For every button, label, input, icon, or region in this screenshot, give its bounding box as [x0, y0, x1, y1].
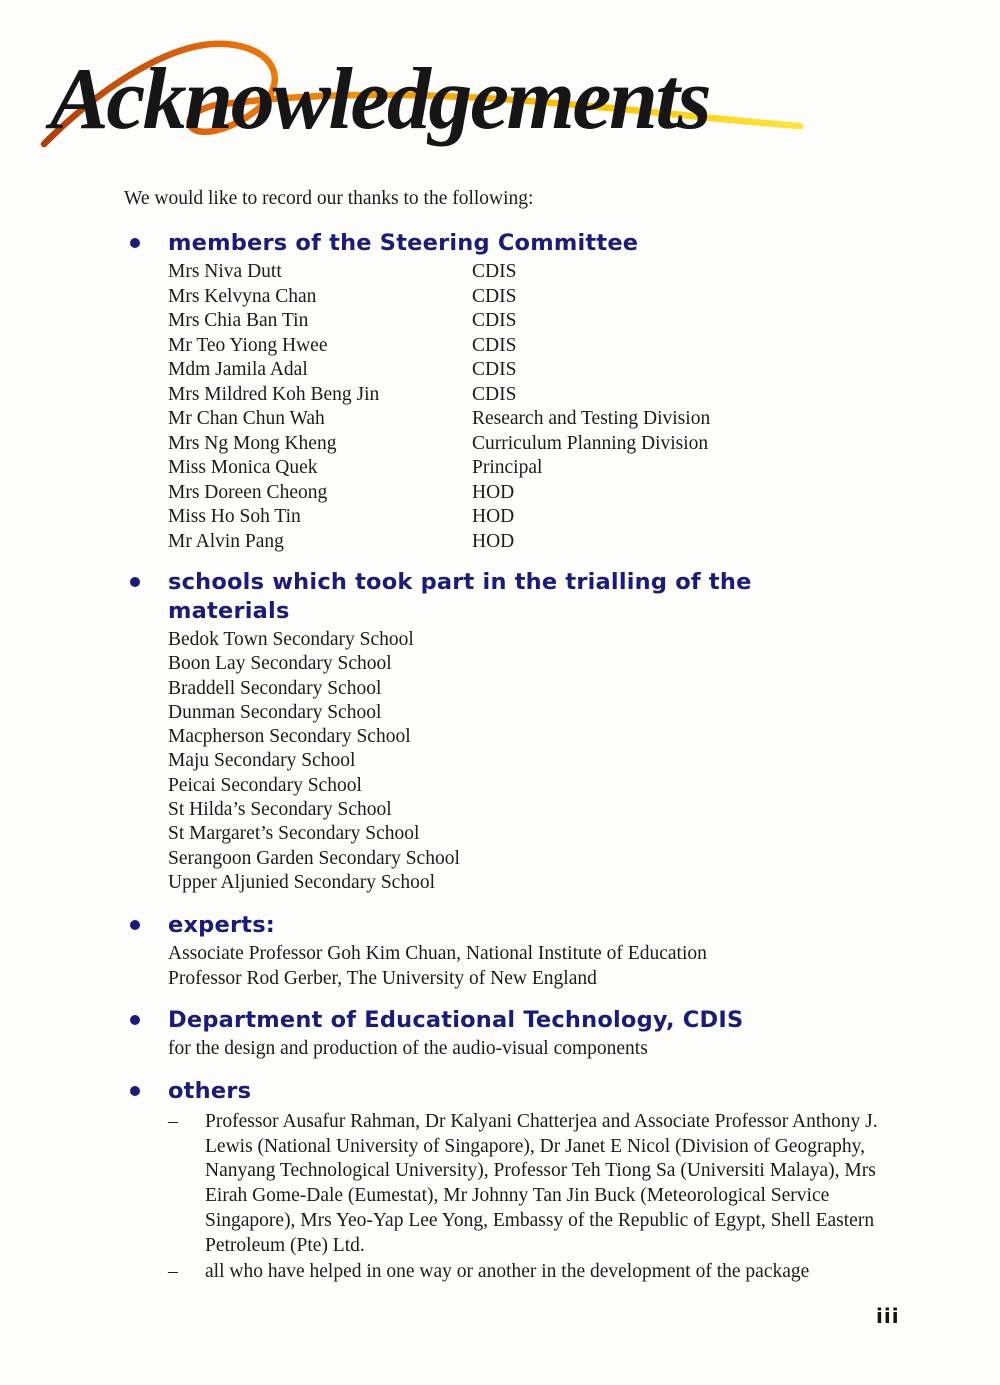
committee-row [168, 481, 710, 506]
committee-row [168, 505, 710, 530]
school-item: Dunman Secondary School [168, 701, 382, 723]
committee-row [168, 334, 710, 359]
expert-line: Professor Rod Gerber, The University of New England [168, 967, 597, 989]
member-org: Research and Testing Division [472, 408, 711, 429]
school-item: Macpherson Secondary School [168, 726, 411, 748]
member-name: Mrs Kelvyna Chan [168, 285, 317, 307]
committee-row [168, 407, 710, 432]
member-name: Mr Alvin Pang [168, 530, 284, 552]
dash-marker: – [168, 1111, 178, 1132]
member-name: Mrs Niva Dutt [168, 261, 282, 282]
page-number: iii [876, 1304, 900, 1328]
bullet-icon [130, 1015, 140, 1025]
member-name: Mdm Jamila Adal [168, 359, 308, 380]
committee-row [168, 530, 710, 555]
school-item: Bedok Town Secondary School [168, 629, 414, 650]
school-item: Serangoon Garden Secondary School [168, 847, 460, 869]
member-org: HOD [472, 481, 515, 503]
member-name: Mrs Mildred Koh Beng Jin [168, 383, 380, 405]
section-others [130, 1077, 905, 1285]
school-item: St Hilda’s Secondary School [168, 799, 392, 821]
bullet-icon [130, 238, 140, 248]
page-title: Acknowledgements [50, 51, 710, 148]
section-department [130, 1006, 743, 1062]
others-item-text: Professor Ausafur Rahman, Dr Kalyani Chatterjea and Associate Professor Anthony J. Lewis (National University of Singapore), Dr Janet E Nicol (Division of Geography, Nanyang Technological University), Professor Teh Tiong Sa (Universiti Malaya), Mrs Eirah Gome-Dale (Eumestat), Mr Johnny Tan Jin Buck (Meteorological Service Singapore), Mrs Yeo-Yap Lee Yong, Embassy of the Republic of Egypt, Shell Eastern Petroleum (Pte) Ltd. [205, 1111, 878, 1256]
dash-marker: – [168, 1261, 178, 1283]
committee-row [168, 456, 710, 481]
committee-row [168, 285, 710, 310]
others-item [168, 1110, 905, 1258]
member-name: Miss Ho Soh Tin [168, 506, 301, 527]
section-steering-committee [130, 229, 710, 554]
member-name: Miss Monica Quek [168, 457, 318, 478]
member-org: CDIS [472, 261, 517, 282]
section-heading: others [168, 1078, 252, 1104]
member-org: CDIS [472, 334, 517, 356]
section-heading: Department of Educational Technology, CDIS [168, 1007, 744, 1033]
section-schools [130, 568, 798, 895]
member-name: Mrs Doreen Cheong [168, 481, 328, 503]
member-name: Mr Teo Yiong Hwee [168, 334, 328, 356]
member-org: CDIS [472, 285, 517, 307]
member-org: Curriculum Planning Division [472, 432, 709, 454]
experts-list [168, 942, 707, 991]
school-item: Braddell Secondary School [168, 677, 382, 699]
member-org: CDIS [472, 383, 517, 405]
section-heading: schools which took part in the trialling of the materials [168, 569, 752, 624]
committee-row [168, 260, 710, 285]
section-heading: members of the Steering Committee [168, 230, 639, 256]
school-item: Maju Secondary School [168, 750, 356, 772]
expert-line: Associate Professor Goh Kim Chuan, National Institute of Education [168, 943, 707, 964]
committee-row [168, 309, 710, 334]
department-lines [168, 1037, 743, 1062]
school-item: St Margaret’s Secondary School [168, 823, 420, 845]
bullet-icon [130, 1086, 140, 1096]
member-org: Principal [472, 457, 543, 478]
others-list [168, 1110, 905, 1285]
schools-list [168, 628, 798, 895]
department-line: for the design and production of the audio-visual components [168, 1038, 648, 1059]
school-item: Boon Lay Secondary School [168, 653, 392, 675]
member-org: CDIS [472, 310, 517, 331]
committee-row [168, 432, 710, 457]
others-item-text: all who have helped in one way or another in the development of the package [205, 1261, 810, 1283]
school-item: Peicai Secondary School [168, 774, 362, 796]
committee-row [168, 358, 710, 383]
member-name: Mrs Ng Mong Kheng [168, 432, 337, 454]
committee-row [168, 383, 710, 408]
member-name: Mr Chan Chun Wah [168, 408, 325, 429]
member-org: HOD [472, 530, 515, 552]
member-org: HOD [472, 506, 515, 527]
school-item: Upper Aljunied Secondary School [168, 871, 435, 893]
section-heading: experts: [168, 912, 275, 938]
member-org: CDIS [472, 359, 517, 380]
committee-list [168, 260, 710, 554]
member-name: Mrs Chia Ban Tin [168, 310, 309, 331]
intro-text: We would like to record our thanks to the following: [124, 188, 534, 209]
bullet-icon [130, 920, 140, 930]
bullet-icon [130, 577, 140, 587]
section-experts [130, 911, 707, 991]
others-item [168, 1260, 905, 1285]
